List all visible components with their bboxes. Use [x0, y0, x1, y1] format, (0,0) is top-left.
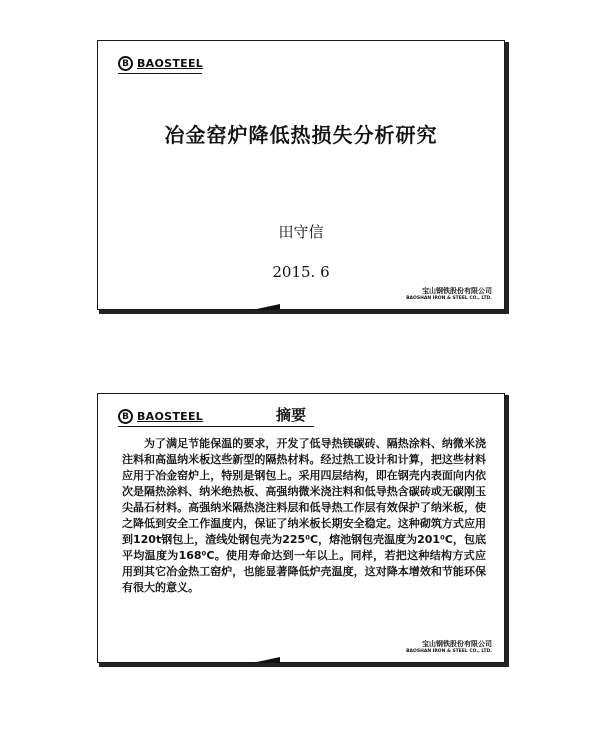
logo-text: BAOSTEEL: [137, 57, 204, 70]
baosteel-emblem-icon: B: [118, 56, 133, 71]
footer-company-en: BAOSHAN IRON & STEEL CO., LTD.: [406, 649, 492, 654]
section-rule: [202, 426, 314, 427]
footer-company-cn: 宝山钢铁股份有限公司: [422, 640, 492, 648]
presentation-date: 2015. 6: [272, 263, 330, 281]
slide-title: 冶金窑炉降低热损失分析研究: [164, 123, 438, 147]
header-rule: [118, 73, 202, 74]
header-rule: [118, 426, 202, 427]
abstract-slide: [97, 393, 505, 663]
section-heading: 摘要: [276, 406, 307, 424]
baosteel-logo: [118, 409, 203, 424]
decorative-wedge-icon: [252, 304, 280, 310]
decorative-wedge-icon: [252, 657, 280, 663]
cover-slide: [97, 40, 505, 310]
baosteel-logo: [118, 56, 203, 71]
company-footer: [406, 639, 492, 654]
footer-company-en: BAOSHAN IRON & STEEL CO., LTD.: [406, 296, 492, 301]
abstract-body: 为了满足节能保温的要求，开发了低导热镁碳砖、隔热涂料、纳微米浇注料和高温纳米板这些新型的隔热材料。经过热工设计和计算，把这些材料应用于冶金窑炉上，特别是钢包上。采用四层结构，即在钢壳内表面向内依次是隔热涂料、纳米绝热板、高强纳微米浇注料和低导热含碳砖或无碳刚玉尖晶石材料。高强纳米隔热浇注料层和低导热工作层有效保护了纳米板，使之降低到安全工作温度内，保证了纳米板长期安全稳定。这种砌筑方式应用到120t钢包上，渣线处钢包壳为225⁰C，熔池钢包壳温度为201⁰C，包底平均温度为168⁰C。使用寿命达到一年以上。同样，若把这种结构方式应用到其它冶金热工窑炉，也能显著降低炉壳温度，这对降本增效和节能环保有很大的意义。: [122, 437, 486, 594]
author-name: 田守信: [278, 223, 324, 241]
footer-company-cn: 宝山钢铁股份有限公司: [422, 287, 492, 295]
logo-text: BAOSTEEL: [137, 410, 204, 423]
company-footer: [406, 286, 492, 301]
baosteel-emblem-icon: B: [118, 409, 133, 424]
